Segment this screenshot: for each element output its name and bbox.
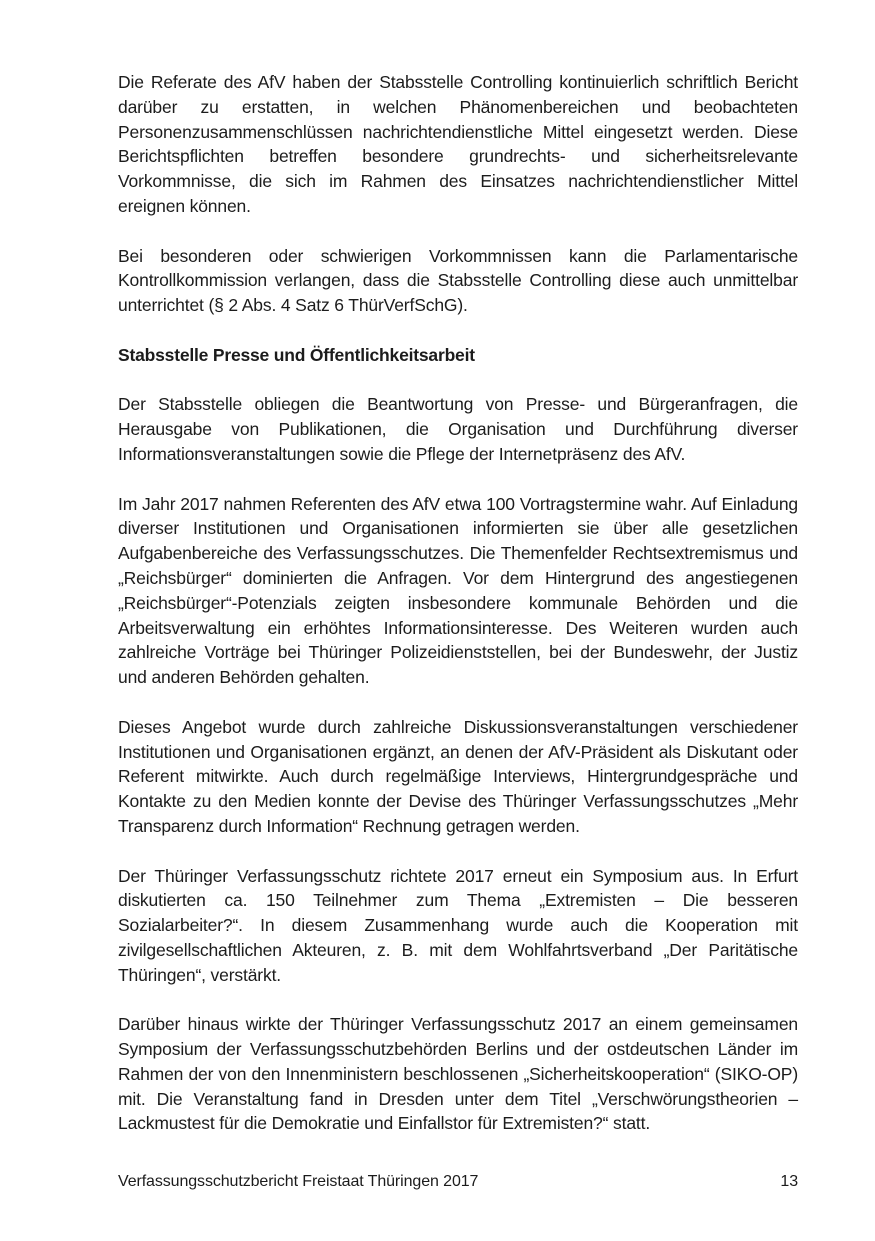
section-heading-press: Stabsstelle Presse und Öffentlichkeitsarbeit [118, 344, 475, 365]
paragraph-lectures-2017: Im Jahr 2017 nahmen Referenten des AfV etwa 100 Vortragstermine wahr. Auf Einladung diverser Institutionen und Organisationen informierten sie über alle gesetzlichen Aufgabenbereiche des Verfassungsschutzes. Die Themenfelder Rechtsextremismus und „Reichsbürger“ dominierten die Anfragen. Vor dem Hintergrund des angestiegenen „Reichsbürger“-Potenzials zeigten insbesondere kommunale Behörden und die Arbeitsverwaltung ein erhöhtes Informationsinteresse. Des Weiteren wurden auch zahlreiche Vorträge bei Thüringer Polizeidienststellen, bei der Bundeswehr, der Justiz und anderen Behörden gehalten. [118, 493, 798, 688]
page-body [118, 70, 798, 1136]
page-number: 13 [780, 1173, 798, 1190]
footer-title: Verfassungsschutzbericht Freistaat Thüringen 2017 [118, 1173, 479, 1190]
paragraph-controlling-reports: Die Referate des AfV haben der Stabsstelle Controlling kontinuierlich schriftlich Bericht darüber zu erstatten, in welchen Phänomenbereichen und beobachteten Personenzusammenschlüssen nachrichtendienstliche Mittel eingesetzt werden. Diese Berichtspflichten betreffen besondere grundrechts- und sicherheitsrelevante Vorkommnisse, die sich im Rahmen des Einsatzes nachrichtendienstlicher Mittel ereignen können. [118, 72, 798, 216]
paragraph-control-commission: Bei besonderen oder schwierigen Vorkommnissen kann die Parlamentarische Kontrollkommission verlangen, dass die Stabsstelle Controlling diese auch unmittelbar unterrichtet (§ 2 Abs. 4 Satz 6 ThürVerfSchG). [118, 245, 798, 316]
paragraph-symposium-erfurt: Der Thüringer Verfassungsschutz richtete 2017 erneut ein Symposium aus. In Erfurt diskutierten ca. 150 Teilnehmer zum Thema „Extremisten – Die besseren Sozialarbeiter?“. In diesem Zusammenhang wurde auch die Kooperation mit zivilgesellschaftlichen Akteuren, z. B. mit dem Wohlfahrtsverband „Der Paritätische Thüringen“, verstärkt. [118, 865, 798, 985]
page-footer [118, 1171, 798, 1193]
paragraph-symposium-dresden: Darüber hinaus wirkte der Thüringer Verfassungsschutz 2017 an einem gemeinsamen Symposium der Verfassungsschutzbehörden Berlins und der ostdeutschen Länder im Rahmen der von den Innenministern beschlossenen „Sicherheitskooperation“ (SIKO-OP) mit. Die Veranstaltung fand in Dresden unter dem Titel „Verschwörungstheorien – Lackmustest für die Demokratie und Einfallstor für Extremisten?“ statt. [118, 1014, 798, 1134]
paragraph-discussion-events: Dieses Angebot wurde durch zahlreiche Diskussionsveranstaltungen verschiedener Institutionen und Organisationen ergänzt, an denen der AfV-Präsident als Diskutant oder Referent mitwirkte. Auch durch regelmäßige Interviews, Hintergrundgespräche und Kontakte zu den Medien konnte der Devise des Thüringer Verfassungsschutzes „Mehr Transparenz durch Information“ Rechnung getragen werden. [118, 716, 798, 836]
paragraph-press-duties: Der Stabsstelle obliegen die Beantwortung von Presse- und Bürgeranfragen, die Herausgabe von Publikationen, die Organisation und Durchführung diverser Informationsveranstaltungen sowie die Pflege der Internetpräsenz des AfV. [118, 394, 798, 464]
